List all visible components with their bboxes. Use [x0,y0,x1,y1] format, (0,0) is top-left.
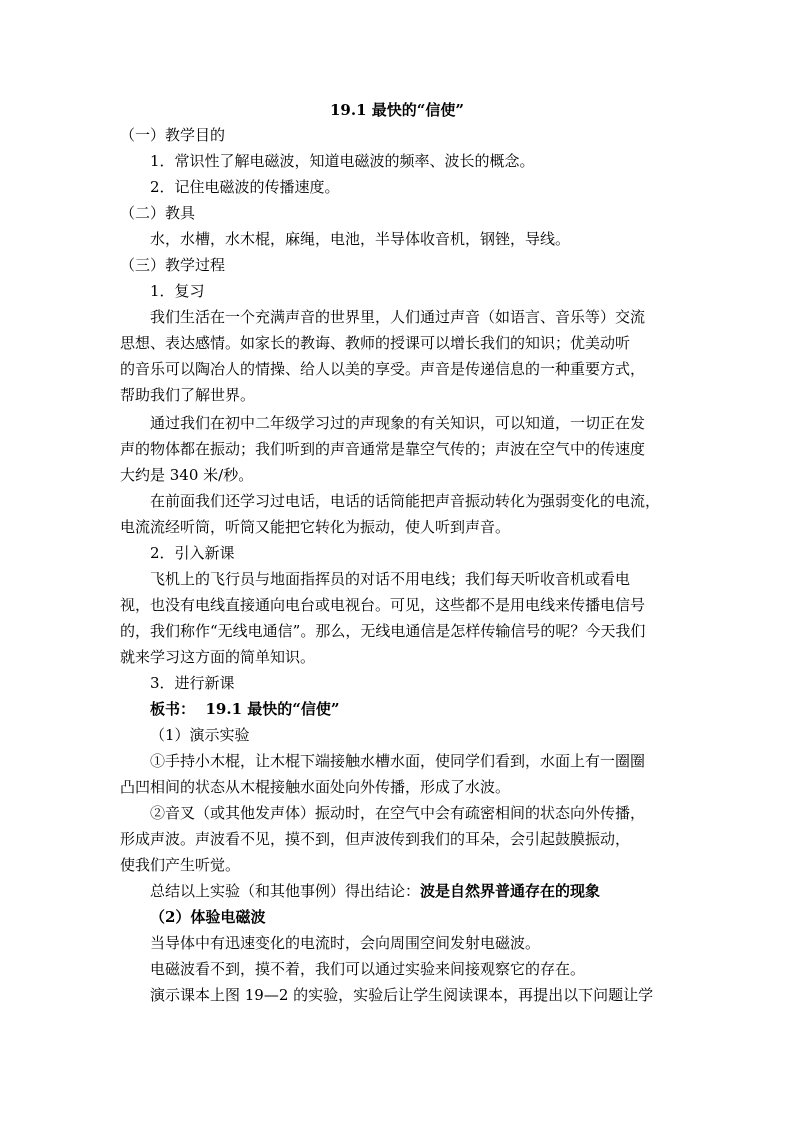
section-heading-goals: （一）教学目的 [120,126,226,144]
newlesson-label: 3．进行新课 [150,674,235,692]
em-line-2: 电磁波看不到，摸不着，我们可以通过实验来间接观察它的存在。 [150,960,586,978]
review-p1-line-1: 我们生活在一个充满声音的世界里，人们通过声音（如语言、音乐等）交流 [150,308,646,326]
review-p3-line-1: 在前面我们还学习过电话，电话的话筒能把声音振动转化为强弱变化的电流， [150,492,661,510]
review-p2-line-3: 大约是 340 米/秒。 [120,466,254,484]
review-p2-line-2: 声的物体都在振动；我们听到的声音通常是靠空气传的；声波在空气中的传速度 [120,440,646,458]
review-p1-line-2: 思想、表达感情。如家长的教诲、教师的授课可以增长我们的知识；优美动听 [120,334,631,352]
demo1-line-2: 凸凹相间的状态从木棍接触水面处向外传播，形成了水波。 [120,778,511,796]
summary-conclusion: 波是自然界普通存在的现象 [420,882,601,900]
review-p1-line-4: 帮助我们了解世界。 [120,386,256,404]
page-title: 19.1 最快的“信使” [329,101,464,119]
demo-label: （1）演示实验 [150,726,250,744]
section-heading-tools: （二）教具 [120,204,196,222]
summary-prefix: 总结以上实验（和其他事例）得出结论： [150,882,421,900]
demo2-line-2: 形成声波。声波看不见，摸不到，但声波传到我们的耳朵，会引起鼓膜振动， [120,830,631,848]
board-heading [150,696,339,722]
summary-line [150,878,600,904]
tools-text: 水，水槽，水木棍，麻绳，电池，半导体收音机，钢锉，导线。 [150,230,571,248]
em-line-3: 演示课本上图 19—2 的实验，实验后让学生阅读课本，再提出以下问题让学 [150,986,654,1004]
goal-item-1: 1．常识性了解电磁波，知道电磁波的频率、波长的概念。 [150,152,535,170]
demo2-line-3: 使我们产生听觉。 [120,856,241,874]
review-p3-line-2: 电流流经听筒，听筒又能把它转化为振动，使人听到声音。 [120,518,511,536]
demo2-line-1: ②音叉（或其他发声体）振动时，在空气中会有疏密相间的状态向外传播， [150,804,646,822]
demo1-line-1: ①手持小木棍，让木棍下端接触水槽水面，使同学们看到，水面上有一圈圈 [150,752,646,770]
review-p2-line-1: 通过我们在初中二年级学习过的声现象的有关知识，可以知道，一切正在发 [150,414,646,432]
em-line-1: 当导体中有迅速变化的电流时，会向周围空间发射电磁波。 [150,934,541,952]
intro-line-2: 视，也没有电线直接通向电台或电视台。可见，这些都不是用电线来传播电信号 [120,596,646,614]
review-p1-line-3: 的音乐可以陶冶人的情操、给人以美的享受。声音是传递信息的一种重要方式， [120,360,646,378]
intro-line-3: 的，我们称作“无线电通信”。那么，无线电通信是怎样传输信号的呢？今天我们 [120,622,646,640]
review-label: 1．复习 [150,282,205,300]
intro-line-4: 就来学习这方面的简单知识。 [120,648,316,666]
intro-line-1: 飞机上的飞行员与地面指挥员的对话不用电线；我们每天听收音机或看电 [150,570,631,588]
goal-item-2: 2．记住电磁波的传播速度。 [150,178,340,196]
board-label: 板书： [150,700,196,718]
section-heading-process: （三）教学过程 [120,256,226,274]
intro-label: 2．引入新课 [150,544,235,562]
em-label: （2）体验电磁波 [150,908,266,926]
board-title: 19.1 最快的“信使” [205,700,340,718]
